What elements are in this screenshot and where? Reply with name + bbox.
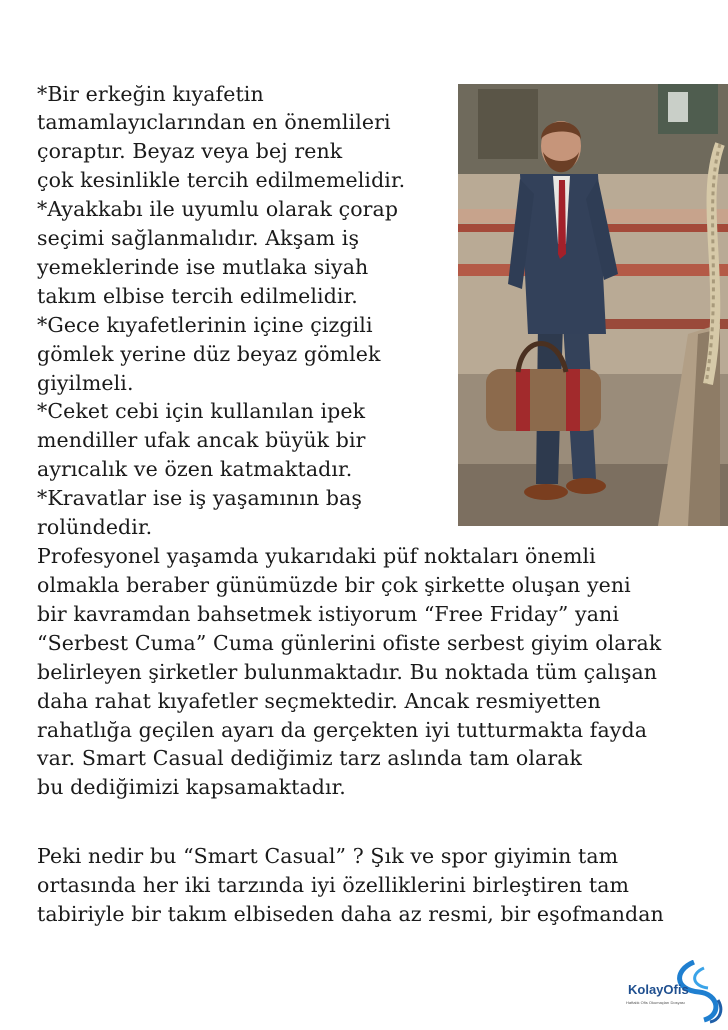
text-line: Profesyonel yaşamda yukarıdaki püf noktaları önemli [37, 544, 596, 568]
text-line: rahatlığa geçilen ayarı da gerçekten iyi tutturmakta fayda [37, 718, 648, 742]
text-line: çok kesinlikle tercih edilmemelidir. [37, 168, 406, 192]
fashion-photo-illustration [458, 84, 728, 526]
text-line: daha rahat kıyafetler seçmektedir. Ancak resmiyetten [37, 689, 601, 713]
text-line: olmakla beraber günümüzde bir çok şirkette oluşan yeni [37, 573, 631, 597]
text-line: mendiller ufak ancak büyük bir [37, 428, 366, 452]
text-line: “Serbest Cuma” Cuma günlerini ofiste serbest giyim olarak [37, 631, 662, 655]
text-line: tamamlayıclarından en önemlileri [37, 110, 391, 134]
text-line: *Ayakkabı ile uyumlu olarak çorap [37, 197, 399, 221]
logo-name: KolayOfis [628, 982, 689, 997]
logo-tagline: Haftalık Ofis Okumaçları Dosyası [626, 1000, 685, 1005]
text-line: ortasında her iki tarzında iyi özelliklerini birleştiren tam [37, 873, 630, 897]
text-line: giyilmeli. [37, 371, 134, 395]
text-line: Peki nedir bu “Smart Casual” ? Şık ve spor giyimin tam [37, 844, 619, 868]
text-line: belirleyen şirketler bulunmaktadır. Bu noktada tüm çalışan [37, 660, 658, 684]
text-line: *Kravatlar ise iş yaşamının baş [37, 486, 363, 510]
text-line: tabiriyle bir takım elbiseden daha az resmi, bir eşofmandan [37, 902, 664, 926]
text-line: var. Smart Casual dediğimiz tarz aslında tam olarak [37, 746, 583, 770]
text-line: yemeklerinde ise mutlaka siyah [37, 255, 369, 279]
text-line: ayrıcalık ve özen katmaktadır. [37, 457, 353, 481]
text-line: takım elbise tercih edilmelidir. [37, 284, 358, 308]
text-line: *Ceket cebi için kullanılan ipek [37, 399, 366, 423]
text-line: gömlek yerine düz beyaz gömlek [37, 342, 381, 366]
text-line: *Gece kıyafetlerinin içine çizgili [37, 313, 373, 337]
text-line: seçimi sağlanmalıdır. Akşam iş [37, 226, 360, 250]
text-line: bir kavramdan bahsetmek istiyorum “Free Friday” yani [37, 602, 619, 626]
text-line: *Bir erkeğin kıyafetin [37, 82, 264, 106]
text-line: bu dediğimizi kapsamaktadır. [37, 775, 346, 799]
text-line: çoraptır. Beyaz veya bej renk [37, 139, 343, 163]
kolayofis-logo [624, 960, 728, 1024]
text-line: rolündedir. [37, 515, 153, 539]
fashion-photo [458, 84, 728, 526]
